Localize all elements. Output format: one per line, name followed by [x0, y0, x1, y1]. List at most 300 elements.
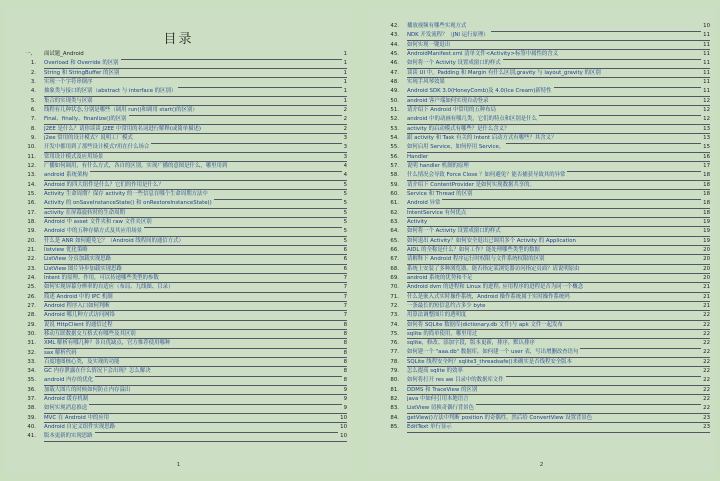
toc-entry-title[interactable]: 简述 Android 中的 IPC 机制 — [44, 293, 115, 302]
toc-entry-title[interactable]: 怎么提高 sqlite 的效率 — [407, 367, 465, 376]
toc-entry-number: 一、 — [25, 51, 36, 57]
toc-entry-title[interactable]: sqlite 的简单使用，哪里用过 — [407, 330, 479, 339]
toc-entry-page: 13 — [701, 134, 710, 143]
toc-entry-title[interactable]: android 中的动画有哪几类，它们的特点和区别是什么 — [407, 115, 539, 124]
toc-entry-number: 62. — [390, 209, 399, 216]
toc-entry-title[interactable]: Android 异常 — [407, 199, 442, 208]
toc-entry-title[interactable]: 请介绍下 ContentProvider 是如何实现数据共享的。 — [407, 181, 537, 190]
toc-entry-leader — [44, 432, 347, 442]
toc-entry-page: 7 — [342, 311, 347, 320]
toc-entry[interactable] — [369, 302, 714, 311]
toc-entry-title[interactable]: MVC 在 Android 中的应用 — [44, 414, 111, 423]
toc-entry[interactable] — [369, 255, 714, 264]
toc-entry-page: 5 — [342, 237, 347, 246]
toc-entry-number: 5. — [30, 97, 36, 104]
toc-entry-number: 55. — [390, 144, 399, 151]
toc-entry-title[interactable]: 实现手风琴效果 — [407, 78, 447, 87]
toc-entry-number: 57. — [390, 162, 399, 169]
toc-entry-title[interactable]: sqlite，修改、添加字段，版本更新，排序，默认排序 — [407, 339, 537, 348]
toc-entry-title[interactable]: 常用设计模式及应用场景 — [44, 153, 105, 162]
toc-entry-number: 36. — [27, 386, 36, 393]
toc-entry-leader — [407, 302, 710, 312]
toc-entry[interactable] — [369, 237, 714, 246]
toc-entry-title[interactable]: AndroidManifest.xml 清单文件<Activity>标签中属性的含义 — [407, 50, 560, 59]
toc-entry-page: 17 — [701, 162, 710, 171]
toc-entry-title[interactable]: J2EE 是什么？请你谈谈 J2EE 中常用的名词进行解释(或简单描述) — [44, 125, 203, 134]
toc-entry-title[interactable]: 一条最长的短信息约占多少 byte — [407, 302, 487, 311]
toc-entry-title[interactable]: 线程有几种状态,分别是哪些（调用 run()和调用 start()的区别） — [44, 106, 200, 115]
toc-entry-page: 11 — [701, 41, 710, 50]
toc-entry-title[interactable]: 如何退出 Activity？如何安全退出已调用多个 Activity 的 Application — [407, 237, 578, 246]
toc-entry[interactable] — [369, 143, 714, 152]
toc-entry[interactable] — [6, 339, 351, 348]
toc-entry-leader — [407, 41, 710, 51]
toc-entry[interactable] — [369, 125, 714, 134]
toc-entry-title[interactable]: Android 缓存机制 — [44, 395, 90, 404]
toc-entry[interactable] — [369, 41, 714, 50]
toc-entry-page: 7 — [342, 274, 347, 283]
toc-entry-title[interactable]: 集合的实现类与区别 — [44, 97, 95, 106]
toc-entry[interactable] — [6, 404, 351, 413]
toc-entry-title[interactable]: 请介绍下 Android 中常用的五种布局 — [407, 106, 498, 115]
toc-entry[interactable] — [6, 97, 351, 106]
toc-entry[interactable] — [6, 106, 351, 115]
toc-entry[interactable] — [6, 190, 351, 199]
toc-entry-title[interactable]: 说说 HttpClient 的通信过程 — [44, 321, 114, 330]
toc-entry-title[interactable]: 如何实现一键退出 — [407, 41, 452, 50]
toc-entry-leader — [44, 218, 347, 228]
toc-entry-number: 72. — [390, 302, 399, 309]
toc-entry-title[interactable]: activity 在屏幕旋转时的生命周期 — [44, 209, 127, 218]
toc-entry-page: 22 — [701, 376, 710, 385]
toc-entry-title[interactable]: Intent 的原理、作用，可以传递哪些类型的参数 — [44, 274, 161, 283]
toc-entry-title[interactable]: AIDL 的全称是什么？如何工作？能处理哪些类型的数据 — [407, 246, 542, 255]
toc-entry[interactable] — [369, 265, 714, 274]
toc-entry[interactable] — [6, 386, 351, 395]
toc-entry[interactable] — [369, 395, 714, 404]
toc-entry-leader — [407, 283, 710, 293]
toc-entry[interactable] — [6, 115, 351, 124]
toc-entry-title[interactable]: j2ee 常用的设计模式？说明工厂模式 — [44, 134, 135, 143]
toc-entry-title[interactable]: 播放视频有哪些实现方式 — [407, 22, 468, 31]
toc-entry-title[interactable]: NDK 开发流程？（JNI 运行原理） — [407, 31, 491, 40]
toc-entry-leader — [407, 237, 710, 247]
toc-entry[interactable] — [6, 199, 351, 208]
toc-entry-title[interactable]: android 内存的优化 — [44, 376, 95, 385]
toc-entry-page: 15 — [701, 143, 710, 152]
toc-entry-title[interactable]: ListView 切换奇偶行背景色 — [407, 404, 476, 413]
toc-entry[interactable] — [6, 302, 351, 311]
toc-entry-title[interactable]: Android 程序入口如何判断 — [44, 302, 112, 311]
toc-entry-number: 24. — [27, 274, 36, 281]
toc-entry-title[interactable]: 如何将一个 Activity 设置成窗口的样式 — [407, 59, 503, 68]
toc-entry-leader — [44, 162, 347, 172]
toc-entry-leader — [44, 349, 347, 359]
toc-entry-number: 52. — [390, 116, 399, 123]
toc-entry[interactable] — [369, 209, 714, 218]
toc-entry[interactable] — [369, 199, 714, 208]
toc-entry-title[interactable]: 移动互联数据交互格式有哪些及其区别 — [44, 330, 138, 339]
toc-entry[interactable] — [6, 395, 351, 404]
toc-entry-title[interactable]: IntentService 有何优点 — [407, 209, 468, 218]
toc-entry-leader — [44, 171, 347, 181]
toc-entry-number: 7. — [30, 116, 36, 123]
toc-entry-number: 64. — [390, 228, 399, 235]
toc-entry-page: 7 — [342, 293, 347, 302]
toc-entry-number: 56. — [390, 153, 399, 160]
toc-entry-title[interactable]: Android 的四大组件是什么？它们的作用是什么？ — [44, 181, 166, 190]
toc-entry[interactable] — [6, 50, 351, 59]
toc-entry-number: 84. — [390, 414, 399, 421]
toc-entry-leader — [407, 404, 710, 414]
page-number: 1 — [176, 462, 181, 468]
toc-entry[interactable] — [369, 162, 714, 171]
toc-entry-title[interactable]: 面试题_Android — [44, 50, 86, 59]
toc-entry[interactable] — [369, 181, 714, 190]
toc-entry[interactable] — [369, 153, 714, 162]
toc-entry-page: 19 — [701, 227, 710, 236]
toc-entry[interactable] — [369, 218, 714, 227]
toc-entry-number: 65. — [390, 237, 399, 244]
toc-entry[interactable] — [369, 423, 714, 432]
toc-entry[interactable] — [369, 78, 714, 87]
toc-entry-page: 4 — [342, 162, 347, 171]
toc-entry-title[interactable]: 用算法调整图片的透明度 — [407, 311, 468, 320]
toc-entry-title[interactable]: activity 的启动模式有哪些？是什么含义？ — [407, 125, 511, 134]
toc-entry-title[interactable]: EditText 单行显示 — [407, 423, 454, 432]
toc-entry-title[interactable]: SQLite 线程安全吗？sqlite3_threadsafe()来确实是否线程安全版本 — [407, 358, 574, 367]
toc-entry-leader — [407, 293, 710, 303]
toc-entry-leader — [44, 404, 347, 414]
toc-entry[interactable] — [369, 59, 714, 68]
toc-entry-title[interactable]: XML 解析有哪几种？各自优缺点，官方推荐使用哪种 — [44, 339, 172, 348]
toc-entry[interactable] — [6, 227, 351, 236]
toc-entry-title[interactable]: android 系统架构 — [44, 171, 90, 180]
toc-entry-title[interactable]: Android SDK 3.0(HoneyComb)及 4.0(Ice Cream)新特性 — [407, 87, 554, 96]
toc-entry-page: 18 — [701, 209, 710, 218]
toc-entry-page: 21 — [701, 293, 710, 302]
toc-entry-leader — [407, 143, 710, 153]
toc-entry-title[interactable]: 什么是 ANR 如何避免它？（Android 线程间的通信方式） — [44, 237, 186, 246]
toc-entry-leader — [44, 97, 347, 107]
toc-entry-number: 22. — [27, 256, 36, 263]
toc-entry-number: 3. — [30, 78, 36, 85]
toc-entry-title[interactable]: 系统上安装了多种浏览器，能否指定某浏览器访问指定页面？请说明原由 — [407, 265, 582, 274]
toc-entry[interactable] — [369, 115, 714, 124]
toc-entry[interactable] — [6, 181, 351, 190]
toc-entry[interactable] — [6, 283, 351, 292]
toc-entry-page: 13 — [701, 125, 710, 134]
toc-entry-title[interactable]: 百度地图核心类，及实现的功能 — [44, 358, 121, 367]
toc-entry-number: 70. — [390, 284, 399, 291]
toc-entry-number: 42. — [390, 23, 399, 29]
toc-entry[interactable] — [369, 87, 714, 96]
toc-entry-title[interactable]: android 系统的优势和不足 — [407, 274, 474, 283]
toc-entry-leader — [407, 69, 710, 79]
toc-entry[interactable] — [6, 265, 351, 274]
toc-entry-title[interactable]: Android dvm 的进程和 Linux 的进程, 应用程序的进程是否为同一个概念 — [407, 283, 585, 292]
toc-entry[interactable] — [369, 376, 714, 385]
toc-entry-title[interactable]: Android 中的五种存储方式及其应用场景 — [44, 227, 144, 236]
toc-entry[interactable] — [369, 386, 714, 395]
toc-entry-title[interactable]: ListView 分页加载实现思路 — [44, 255, 113, 264]
toc-entry-number: 74. — [390, 321, 399, 328]
toc-entry-leader — [407, 106, 710, 116]
toc-entry-number: 40. — [27, 424, 36, 431]
toc-entry-title[interactable]: listview 优化策略 — [44, 246, 90, 255]
toc-entry-number: 81. — [390, 386, 399, 393]
toc-entry-number: 75. — [390, 330, 399, 337]
toc-entry-title[interactable]: sax 解析代码 — [44, 349, 79, 358]
toc-entry-title[interactable]: DDMS 和 TraceView 的区别 — [407, 386, 479, 395]
toc-entry-number: 54. — [390, 134, 399, 141]
toc-entry[interactable] — [369, 404, 714, 413]
toc-entry-leader — [407, 97, 710, 107]
toc-entry[interactable] — [369, 367, 714, 376]
right-page — [369, 8, 714, 474]
toc-entry-number: 9. — [30, 134, 36, 141]
toc-entry-title[interactable]: java 中如何引用本地语言 — [407, 395, 471, 404]
toc-entry[interactable] — [369, 358, 714, 367]
toc-entry-page: 8 — [342, 330, 347, 339]
toc-entry-title[interactable]: 实现一个字符串倒序 — [44, 78, 95, 87]
toc-entry-title[interactable]: GC 内存泄露在什么情况下会出现？怎么解决 — [44, 367, 153, 376]
toc-entry[interactable] — [6, 87, 351, 96]
toc-entry-title[interactable]: 抽象类与接口的区别（abstract 与 interface 的区别） — [44, 87, 178, 96]
toc-entry-page: 11 — [701, 87, 710, 96]
toc-entry-leader — [407, 218, 710, 228]
toc-entry-page: 1 — [342, 78, 347, 87]
toc-entry[interactable] — [6, 59, 351, 68]
toc-entry-leader — [407, 190, 710, 200]
toc-entry[interactable] — [6, 311, 351, 320]
toc-entry-title[interactable]: 如何实现屏幕分辨率的自适应（布局、九线图、目录） — [44, 283, 175, 292]
toc-entry-leader — [44, 153, 347, 163]
toc-entry-title[interactable]: Final、finally、finanlize()的区别 — [44, 115, 129, 124]
toc-entry[interactable] — [6, 293, 351, 302]
toc-entry[interactable] — [6, 358, 351, 367]
toc-entry[interactable] — [369, 171, 714, 180]
toc-title: 目录 — [163, 32, 194, 47]
toc-entry[interactable] — [369, 227, 714, 236]
toc-entry[interactable] — [6, 69, 351, 78]
toc-entry-title[interactable]: ListView 图片异步加载实现思路 — [44, 265, 124, 274]
toc-entry[interactable] — [6, 376, 351, 385]
toc-entry-leader — [44, 134, 347, 144]
toc-entry-title[interactable]: Android 中 asset 文件夹和 raw 文件夹区别 — [44, 218, 154, 227]
toc-entry-title[interactable]: 如何实现消息推送 — [44, 404, 89, 413]
toc-entry-title[interactable]: 开发中都用到了那些设计模式?用在什么场合 — [44, 143, 151, 152]
toc-entry[interactable] — [369, 330, 714, 339]
toc-entry[interactable] — [6, 143, 351, 152]
toc-entry-page: 18 — [701, 199, 710, 208]
toc-entry-page: 11 — [701, 50, 710, 59]
toc-entry-title[interactable]: Handler — [407, 153, 430, 162]
toc-entry[interactable] — [6, 218, 351, 227]
toc-entry-number: 39. — [27, 414, 36, 421]
toc-entry-number: 45. — [390, 50, 399, 57]
toc-entry-title[interactable]: 广播如何调用，有什么方式，各自的区别。实现广播的意图是什么，哪里用到 — [44, 162, 229, 171]
toc-entry-leader — [407, 255, 710, 265]
toc-entry-page: 20 — [701, 246, 710, 255]
toc-entry-leader — [44, 181, 347, 191]
toc-entry[interactable] — [369, 50, 714, 59]
toc-entry-title[interactable]: 如何建一个 "aaa.db" 数据库，如何建一个 user 表，写出增删改查语句 — [407, 348, 580, 357]
toc-entry[interactable] — [6, 330, 351, 339]
toc-entry[interactable] — [369, 274, 714, 283]
toc-entry-number: 48. — [390, 78, 399, 85]
toc-entry[interactable] — [6, 367, 351, 376]
toc-entry-title[interactable]: 说明 handler 机制的原理 — [407, 162, 471, 171]
toc-entry[interactable] — [369, 134, 714, 143]
toc-entry-page: 9 — [342, 404, 347, 413]
toc-entry-title[interactable]: 加载大图片的时候如何防止内存溢出 — [44, 386, 132, 395]
toc-entry-leader — [407, 265, 710, 275]
toc-entry[interactable] — [6, 237, 351, 246]
toc-entry[interactable] — [369, 106, 714, 115]
toc-entry-number: 21. — [27, 246, 36, 253]
toc-entry[interactable] — [369, 348, 714, 357]
toc-entry[interactable] — [369, 190, 714, 199]
toc-entry-number: 13. — [27, 172, 36, 179]
toc-entry-number: 41. — [27, 433, 36, 440]
toc-entry-number: 46. — [390, 60, 399, 67]
toc-entry-page: 22 — [701, 348, 710, 357]
toc-entry-title[interactable]: Service 和 Thread 的区别 — [407, 190, 474, 199]
toc-entry-page: 5 — [342, 227, 347, 236]
toc-entry-number: 80. — [390, 377, 399, 384]
toc-entry[interactable] — [369, 321, 714, 330]
toc-entry[interactable] — [6, 153, 351, 162]
toc-entry-title[interactable]: 如何启用 Service，如何停用 Service。 — [407, 143, 506, 152]
toc-entry-title[interactable]: getView()方法中判断 position 的奇偶性，然后给 ConvertView 设置背景色 — [407, 414, 594, 423]
toc-entry-page: 16 — [701, 153, 710, 162]
toc-entry-page: 12 — [701, 115, 710, 124]
toc-entry-title[interactable]: 如何将打开 res aw 目录中的数据库文件 — [407, 376, 506, 385]
toc-entry-page: 22 — [701, 321, 710, 330]
toc-entry-number: 1. — [30, 60, 36, 67]
toc-entry-title[interactable]: Activity 生命周期？保存 activity 的一些信息在哪个生命周期方法中 — [44, 190, 210, 199]
toc-entry-leader — [407, 358, 710, 368]
toc-entry-page: 5 — [342, 218, 347, 227]
toc-entry-page: 20 — [701, 255, 710, 264]
toc-entry-title[interactable]: 如何将 SQLite 数据库(dictionary.db 文件)与 apk 文件一起发布 — [407, 321, 565, 330]
toc-entry-leader — [407, 199, 710, 209]
toc-entry[interactable] — [6, 134, 351, 143]
toc-entry-title[interactable]: Activity — [407, 218, 429, 227]
toc-entry-leader — [44, 255, 347, 265]
toc-entry[interactable] — [369, 311, 714, 320]
toc-entry-number: 43. — [390, 32, 399, 39]
toc-entry-leader — [407, 274, 710, 284]
toc-entry[interactable] — [369, 339, 714, 348]
toc-entry-title[interactable]: Activity 的 onSaveInstanceState() 和 onRestoreInstanceState() — [44, 199, 214, 208]
toc-entry-leader — [44, 246, 347, 256]
toc-entry-page: 1 — [342, 69, 347, 78]
toc-entry-number: 61. — [390, 200, 399, 207]
toc-entry-leader — [44, 87, 347, 97]
toc-entry-leader — [407, 321, 710, 331]
toc-entry-leader — [407, 125, 710, 135]
toc-entry-leader — [44, 367, 347, 377]
toc-entry-leader — [407, 134, 710, 144]
toc-entry[interactable] — [369, 246, 714, 255]
toc-entry-page: 19 — [701, 237, 710, 246]
toc-entry-number: 11. — [27, 153, 36, 160]
toc-entry-leader — [44, 143, 347, 153]
toc-entry[interactable] — [6, 125, 351, 134]
toc-entry-leader — [407, 153, 710, 163]
toc-entry[interactable] — [6, 162, 351, 171]
toc-entry-leader — [44, 227, 347, 237]
toc-entry-title[interactable]: 请解释下 Android 程序运行时权限与文件系统权限的区别 — [407, 255, 546, 264]
toc-entry[interactable] — [369, 69, 714, 78]
toc-entry-title[interactable]: 跟 activity 和 Task 有关的 Intent 启动方式有哪些？其含义？ — [407, 134, 558, 143]
toc-entry-page: 10 — [338, 432, 347, 441]
toc-entry[interactable] — [6, 78, 351, 87]
toc-entry-title[interactable]: Android 哪几种方式访问网络 — [44, 311, 117, 320]
toc-entry[interactable] — [369, 414, 714, 423]
toc-entry-title[interactable]: 版本更新的实现思路 — [44, 432, 95, 441]
toc-entry[interactable] — [369, 97, 714, 106]
toc-entry[interactable] — [369, 283, 714, 292]
toc-entry-leader — [44, 386, 347, 396]
toc-entry-leader — [44, 339, 347, 349]
toc-entry[interactable] — [6, 255, 351, 264]
toc-entry[interactable] — [369, 31, 714, 40]
toc-entry-page: 22 — [701, 358, 710, 367]
toc-entry-page: 22 — [701, 311, 710, 320]
toc-entry-title[interactable]: 什么情况会导致 Force Close ？如何避免？能否捕获导致其的异常 — [407, 171, 567, 180]
toc-entry[interactable] — [6, 321, 351, 330]
toc-entry-leader — [44, 293, 347, 303]
toc-entry[interactable] — [6, 423, 351, 432]
toc-entry-number: 60. — [390, 190, 399, 197]
toc-entry-title[interactable]: 如何将一个 Activity 设置成窗口的样式 — [407, 227, 503, 236]
toc-entry-title[interactable]: 什么是嵌入式实时操作系统，Android 操作系统属于实时操作系统吗 — [407, 293, 572, 302]
toc-entry-title[interactable]: 谈谈 UI 中，Padding 和 Margin 有什么区别,gravity 与 layout_gravity 的区别 — [407, 69, 603, 78]
toc-entry-leader — [44, 59, 347, 69]
toc-entry[interactable] — [6, 209, 351, 218]
toc-entry[interactable] — [6, 349, 351, 358]
toc-entry-page: 18 — [701, 181, 710, 190]
toc-entry-number: 35. — [27, 377, 36, 384]
toc-entry-number: 71. — [390, 293, 399, 300]
toc-entry-title[interactable]: String 和 StringBuffer 的区别 — [44, 69, 121, 78]
toc-entry[interactable] — [369, 293, 714, 302]
toc-entry-title[interactable]: android 客户端如何实现自动登录 — [407, 97, 490, 106]
toc-entry[interactable] — [6, 274, 351, 283]
toc-entry-number: 20. — [27, 237, 36, 244]
toc-entry-page: 2 — [342, 106, 347, 115]
toc-list-right — [369, 22, 714, 432]
toc-entry-title[interactable]: Android 自定义组件实现思路 — [44, 423, 117, 432]
toc-entry-number: 23. — [27, 265, 36, 272]
toc-entry-leader — [407, 246, 710, 256]
toc-entry-leader — [44, 274, 347, 284]
toc-entry[interactable] — [6, 246, 351, 255]
toc-entry-number: 32. — [27, 349, 36, 356]
toc-entry[interactable] — [369, 22, 714, 31]
toc-entry[interactable] — [6, 432, 351, 441]
toc-entry-leader — [407, 50, 710, 60]
toc-entry-leader — [44, 190, 347, 200]
toc-entry[interactable] — [6, 414, 351, 423]
toc-entry-title[interactable]: Overload 和 Override 的区别 — [44, 59, 121, 68]
toc-entry-page: 2 — [342, 115, 347, 124]
toc-entry[interactable] — [6, 171, 351, 180]
toc-entry-number: 59. — [390, 181, 399, 188]
